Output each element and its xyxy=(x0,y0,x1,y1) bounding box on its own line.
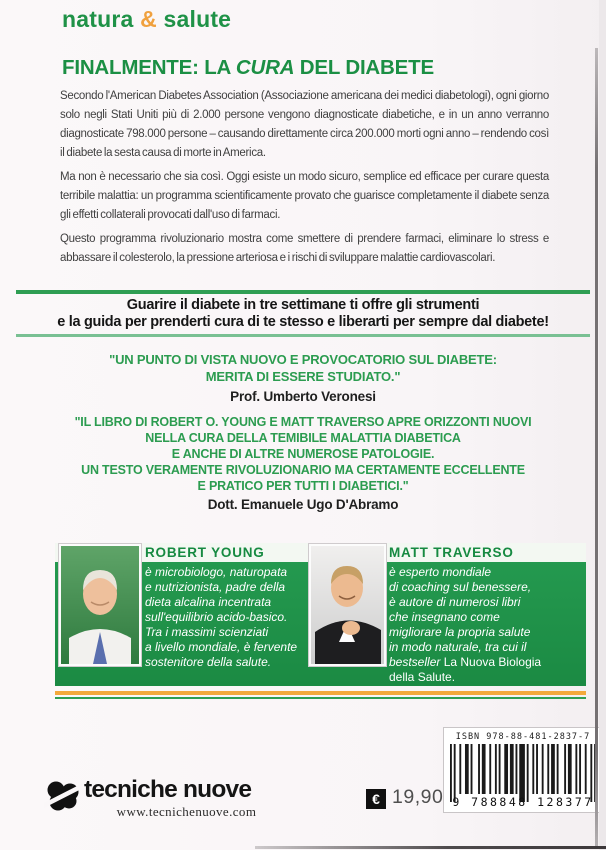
euro-currency-icon: € xyxy=(366,789,386,809)
quote-line: E PRATICO PER TUTTI I DIABETICI." xyxy=(197,479,409,493)
quote-line: E ANCHE DI ALTRE NUMEROSE PATOLOGIE. xyxy=(171,447,435,461)
quote-dabramo xyxy=(0,414,606,513)
paragraph: Secondo l'American Diabetes Association (Associazione americana dei medici diabetologi), ogni giorno solo negli Stati Uniti più di 2.000 persone vengono diagnosticate diabetiche, e in un anno verranno diagnosticate 798.000 persone – causando direttamente circa 200.000 morti ogni anno – rendendo così il diabete la sesta causa di morte in America. xyxy=(60,90,549,159)
series-logo-word2: salute xyxy=(163,6,232,32)
bio-bestseller-word: bestseller xyxy=(389,655,441,669)
scan-edge-right-line xyxy=(595,48,598,846)
quote-veronesi xyxy=(0,351,606,405)
author-name-robert-young: ROBERT YOUNG xyxy=(145,545,265,560)
page-title-post: DEL DIABETE xyxy=(294,56,434,79)
price-value: 19,90 xyxy=(392,786,444,808)
banner-line-1: Guarire il diabete in tre settimane ti offre gli strumenti xyxy=(126,297,480,313)
page-title-emphasis: CURA xyxy=(235,56,295,79)
paragraph: Questo programma rivoluzionario mostra come smettere di prendere farmaci, eliminare lo stress e abbassare il colesterolo, la pressione arteriosa e i rischi di sviluppare malattie cardiovascolari. xyxy=(60,233,549,264)
banner-rule-top xyxy=(16,290,590,294)
quote-attribution: Dott. Emanuele Ugo D'Abramo xyxy=(207,497,399,512)
matt-traverso-photo xyxy=(309,544,386,666)
page-title-pre: FINALMENTE: LA xyxy=(62,56,236,79)
quote-line: NELLA CURA DELLA TEMIBILE MALATTIA DIABETICA xyxy=(145,431,461,445)
quote-line: MERITA DI ESSERE STUDIATO." xyxy=(205,369,401,384)
authors-panel-green-underline xyxy=(55,697,586,699)
series-logo-ampersand: & xyxy=(140,6,157,32)
bio-line: sostenitore della salute. xyxy=(145,655,272,669)
bio-line: in modo naturale, tra cui il xyxy=(389,640,527,654)
bio-line: che insegnano come xyxy=(389,610,500,624)
banner-rule-bottom xyxy=(16,334,590,337)
bio-line: sull'equilibrio acido-basico. xyxy=(145,610,288,624)
scan-edge-bottom-line xyxy=(255,846,606,849)
isbn-text: ISBN 978-88-481-2837-7 xyxy=(455,732,591,742)
bio-line: dieta alcalina incentrata xyxy=(145,595,272,609)
robert-young-photo xyxy=(59,544,141,666)
bio-line xyxy=(389,655,541,670)
page-title xyxy=(62,56,434,80)
scan-edge-right-strip xyxy=(599,0,606,850)
author-bio-robert-young xyxy=(145,565,297,670)
quote-attribution: Prof. Umberto Veronesi xyxy=(230,389,376,404)
intro-text xyxy=(60,87,549,273)
authors-panel-orange-underline xyxy=(55,691,586,695)
bio-line: migliorare la propria salute xyxy=(389,625,531,639)
banner-text xyxy=(0,297,606,330)
publisher-website: www.tecnichenuove.com xyxy=(116,804,257,819)
quote-line: "UN PUNTO DI VISTA NUOVO E PROVOCATORIO SUL DIABETE: xyxy=(109,352,497,367)
bio-line: a livello mondiale, è fervente xyxy=(145,640,298,654)
bio-line: è autore di numerosi libri xyxy=(389,595,521,609)
publisher-name: tecniche nuove xyxy=(84,776,252,803)
series-logo-word1: natura xyxy=(62,6,134,32)
bio-line: e nutrizionista, padre della xyxy=(145,580,286,594)
barcode-digits: 9 788848 128377 xyxy=(452,795,594,809)
author-bio-matt-traverso xyxy=(389,565,541,685)
bio-book-title-part2: della Salute. xyxy=(389,670,456,684)
banner-line-2: e la guida per prenderti cura di te stesso e liberarti per sempre dal diabete! xyxy=(57,313,549,330)
bio-line: di coaching sul benessere, xyxy=(389,580,532,594)
bio-line: è esperto mondiale xyxy=(389,565,492,579)
bio-book-title-part1: La Nuova Biologia xyxy=(440,655,542,669)
paragraph: Ma non è necessario che sia così. Oggi esiste un modo sicuro, semplice ed efficace per curare questa terribile malattia: un programma scientificamente provato che guarisce completamente il diabete senza gli effetti collaterali provocati dall'uso di farmaci. xyxy=(60,171,549,221)
series-logo xyxy=(62,6,231,33)
barcode xyxy=(443,727,603,813)
quote-line: UN TESTO VERAMENTE RIVOLUZIONARIO MA CERTAMENTE ECCELLENTE xyxy=(81,463,525,477)
bio-line: è microbiologo, naturopata xyxy=(145,565,288,579)
quote-line: "IL LIBRO DI ROBERT O. YOUNG E MATT TRAVERSO APRE ORIZZONTI NUOVI xyxy=(74,415,532,429)
author-name-matt-traverso: MATT TRAVERSO xyxy=(389,545,514,560)
bio-line: Tra i massimi scienziati xyxy=(145,625,269,639)
tecniche-nuove-logo-icon xyxy=(44,778,82,819)
